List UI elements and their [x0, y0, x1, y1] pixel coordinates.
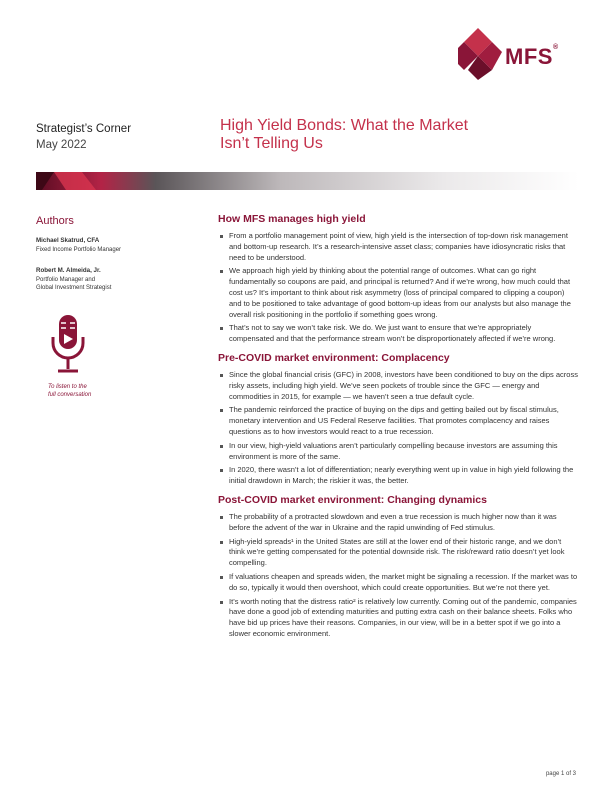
microphone-icon[interactable] [48, 313, 88, 377]
section-heading: How MFS manages high yield [218, 213, 366, 225]
author-role: Portfolio Manager and [36, 276, 96, 283]
section-heading: Post-COVID market environment: Changing dynamics [218, 493, 487, 506]
publication-date: May 2022 [36, 139, 87, 151]
listen-caption[interactable] [48, 383, 128, 399]
author-name: Michael Skatrud, CFA [36, 237, 100, 244]
list-item: The pandemic reinforced the practice of buying on the dips and getting bailed out by fiscal stimulus, monetary intervention and US Federal Reserve facilities. That promotes complacency and raises questions as to how investors would react to a true recession. [218, 405, 578, 437]
list-item: In 2020, there wasn’t a lot of differentiation; nearly everything went up in value in high yield following the initial drawdown in March; the riskier it was, the better. [218, 465, 578, 487]
section-heading: Pre-COVID market environment: Complacency [218, 351, 450, 364]
list-item: That’s not to say we won’t take risk. We do. We just want to ensure that we’re appropriately compensated and that the performance stream won’t be disproportionately affected if we’re wrong. [218, 323, 578, 345]
list-item: High-yield spreads¹ in the United States are still at the lower end of their historic range, and we don’t think we’re getting compensated for the potential downside risk. The risk/reward ratio doesn’t yet look compelling. [218, 537, 578, 569]
bullet-list [218, 231, 578, 345]
list-item: The probability of a protracted slowdown and even a true recession is much higher now than it was before the advent of the war in Ukraine and the rapid unwinding of Fed stimulus. [218, 512, 578, 534]
document-title [220, 117, 580, 153]
bullet-list [218, 512, 578, 640]
list-item: Since the global financial crisis (GFC) in 2008, investors have been conditioned to buy on the dips across risky assets, including high yield. We’ve seen pockets of trouble since the GFC — energy and commodities in 2015, for example — we haven’t seen a true default cycle. [218, 370, 578, 402]
series-label: Strategist’s Corner [36, 123, 132, 135]
list-item: From a portfolio management point of view, high yield is the intersection of top-down risk management and bottom-up research. It’s a research-intensive asset class; companies have idiosyncratic risks that need to be understood. [218, 231, 578, 263]
list-item: In our view, high-yield valuations aren’t particularly compelling because investors are assuming this environment is more of the same. [218, 441, 578, 463]
brand-name: MFS® [505, 44, 559, 69]
bullet-list [218, 370, 578, 487]
list-item: If valuations cheapen and spreads widen, the market might be signaling a recession. If the market was to do so, typically it would then overshoot, which could create opportunities. But we’re not there yet. [218, 572, 578, 594]
listen-line-2: full conversation [48, 392, 92, 398]
author-name: Robert M. Almeida, Jr. [36, 267, 101, 274]
main-content [218, 213, 578, 643]
author-block [36, 267, 196, 293]
listen-line-1: To listen to the [48, 384, 87, 390]
author-role: Global Investment Strategist [36, 285, 112, 291]
list-item: It’s worth noting that the distress ratio² is relatively low currently. Coming out of the pandemic, companies have done a good job of extending maturities and putting extra cash on their balance sheets. Folks who have bid up prices have their reasons. Companies, in our view, will be in a better spot if we go into a slower economic environment. [218, 597, 578, 640]
author-block [36, 237, 196, 254]
title-line-1: High Yield Bonds: What the Market [220, 117, 469, 134]
authors-heading: Authors [36, 215, 74, 227]
list-item: We approach high yield by thinking about the potential range of outcomes. What can go right fundamentally so coupons are paid, and principal is returned? And if we’re wrong, how much could that cost us? It’s important to think about risk asymmetry (loss of principal compared to clipping a coupon) and to be positioned to take advantage of good bottom-up ideas from our analysts but also manage the overall risk positioning in the portfolio if something goes wrong. [218, 266, 578, 320]
title-line-2: Isn’t Telling Us [220, 135, 323, 152]
author-role: Fixed Income Portfolio Manager [36, 246, 122, 253]
header-banner-graphic [36, 172, 579, 190]
page-number: page 1 of 3 [545, 771, 576, 777]
